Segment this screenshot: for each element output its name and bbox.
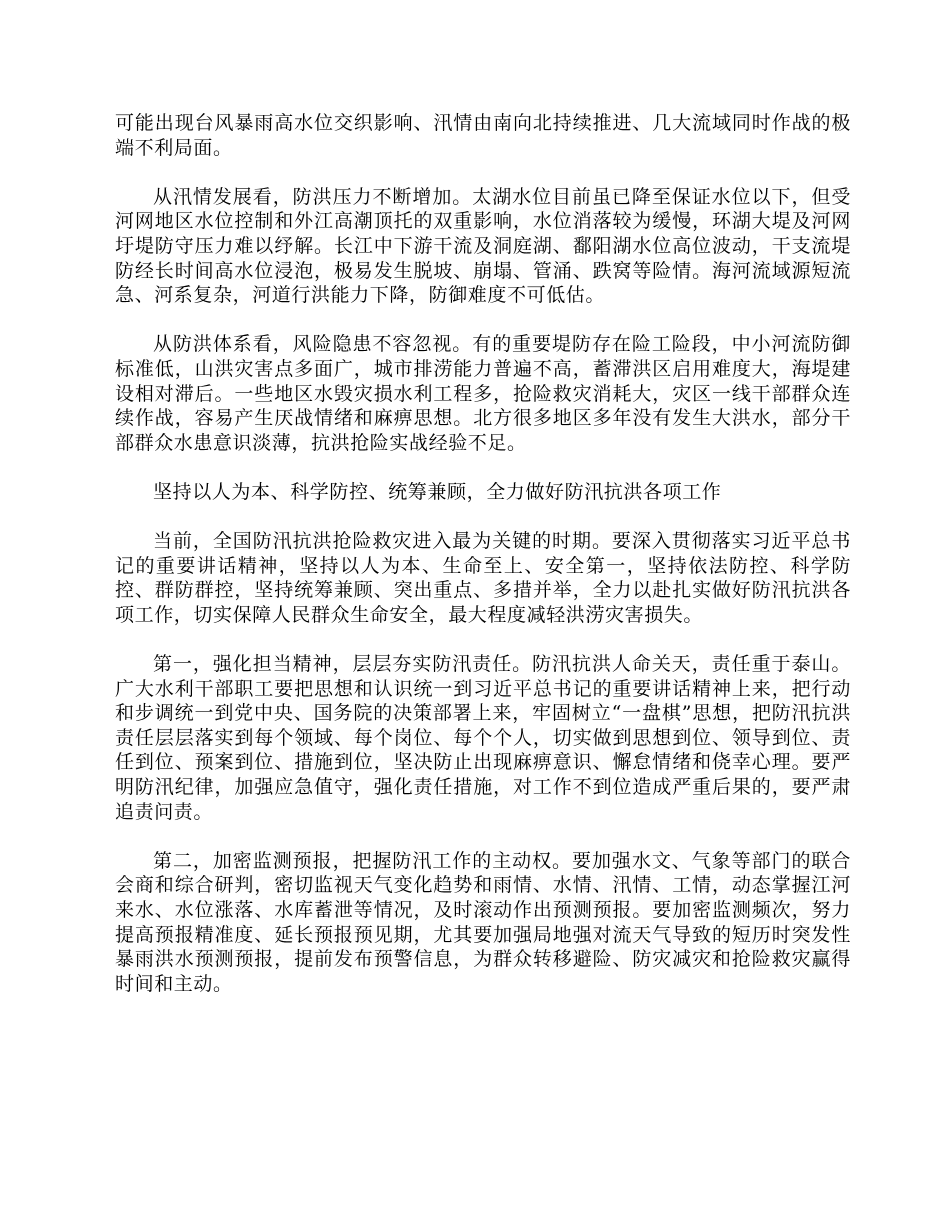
paragraph-current-situation: 当前，全国防汛抗洪抢险救灾进入最为关键的时期。要深入贯彻落实习近平总书记的重要讲话精神，坚持以人为本、生命至上、安全第一，坚持依法防控、科学防控、群防群控，坚持统筹兼顾、突出重点、多措并举，全力以赴扎实做好防汛抗洪各项工作，切实保障人民群众生命安全，最大程度减轻洪涝灾害损失。	[115, 530, 851, 626]
paragraph-flood-control-system: 从防洪体系看，风险隐患不容忽视。有的重要堤防存在险工险段，中小河流防御标准低，山洪灾害点多面广，城市排涝能力普遍不高，蓄滞洪区启用难度大，海堤建设相对滞后。一些地区水毁灾损水利工程多，抢险救灾消耗大，灾区一线干部群众连续作战，容易产生厌战情绪和麻痹思想。北方很多地区多年没有发生大洪水，部分干部群众水患意识淡薄，抗洪抢险实战经验不足。	[115, 333, 851, 454]
document-page	[115, 111, 851, 996]
paragraph-second-point: 第二，加密监测预报，把握防汛工作的主动权。要加强水文、气象等部门的联合会商和综合研判，密切监视天气变化趋势和雨情、水情、汛情、工情，动态掌握江河来水、水位涨落、水库蓄泄等情况，及时滚动作出预测预报。要加密监测频次，努力提高预报精准度、延长预报预见期，尤其要加强局地强对流天气导致的短历时突发性暴雨洪水预测预报，提前发布预警信息，为群众转移避险、防灾减灾和抢险救灾赢得时间和主动。	[115, 849, 851, 995]
section-heading: 坚持以人为本、科学防控、统筹兼顾，全力做好防汛抗洪各项工作	[153, 480, 722, 503]
paragraph-continuation: 可能出现台风暴雨高水位交织影响、汛情由南向北持续推进、几大流域同时作战的极端不利局面。	[115, 112, 851, 159]
paragraph-first-point: 第一，强化担当精神，层层夯实防汛责任。防汛抗洪人命关天，责任重于泰山。广大水利干部职工要把思想和认识统一到习近平总书记的重要讲话精神上来，把行动和步调统一到党中央、国务院的决策部署上来，牢固树立“一盘棋”思想，把防汛抗洪责任层层落实到每个领域、每个岗位、每个个人，切实做到思想到位、领导到位、责任到位、预案到位、措施到位，坚决防止出现麻痹意识、懈怠情绪和侥幸心理。要严明防汛纪律，加强应急值守，强化责任措施，对工作不到位造成严重后果的，要严肃追责问责。	[115, 653, 851, 823]
paragraph-flood-situation: 从汛情发展看，防洪压力不断增加。太湖水位目前虽已降至保证水位以下，但受河网地区水位控制和外江高潮顶托的双重影响，水位消落较为缓慢，环湖大堤及河网圩堤防守压力难以纾解。长江中下游干流及洞庭湖、鄱阳湖水位高位波动，干支流堤防经长时间高水位浸泡，极易发生脱坡、崩塌、管涌、跌窝等险情。海河流域源短流急、河系复杂，河道行洪能力下降，防御难度不可低估。	[115, 185, 851, 307]
